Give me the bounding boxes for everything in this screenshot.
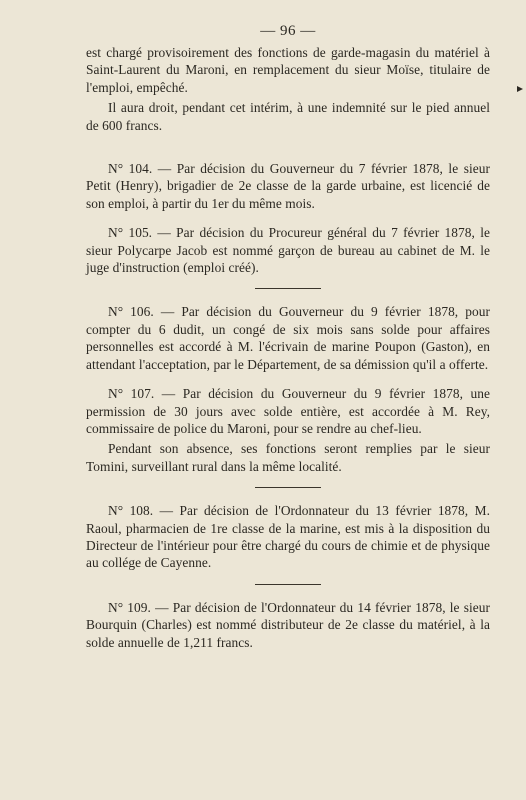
intro-paragraph-1: est chargé provisoirement des fonctions de garde-magasin du matériel à Saint-Laurent du Maroni, en remplacement du sieur Moïse, titulaire de l'emploi, empêché.	[86, 45, 490, 95]
page-content	[86, 23, 490, 651]
entry-106	[86, 303, 490, 373]
entry-paragraph: N° 105. — Par décision du Procureur général du 7 février 1878, le sieur Polycarpe Jacob est nommé garçon de bureau au cabinet de M. le juge d'instruction (emploi créé).	[86, 225, 490, 276]
entry-paragraph: N° 107. — Par décision du Gouverneur du 9 février 1878, une permission de 30 jours avec solde entière, est accordée à M. Rey, commissaire de police du Maroni, pour se rendre au chef-lieu.	[86, 386, 490, 436]
entry-paragraph: N° 104. — Par décision du Gouverneur du 7 février 1878, le sieur Petit (Henry), brigadier de 2e classe de la garde urbaine, est licencié de son emploi, à partir du 1er du même mois.	[86, 161, 490, 211]
margin-arrow-mark	[517, 86, 523, 92]
intro-paragraph-2: Il aura droit, pendant cet intérim, à une indemnité sur le pied annuel de 600 francs.	[86, 100, 490, 133]
entry-105	[86, 224, 490, 276]
entry-109	[86, 599, 490, 651]
entry-104	[86, 160, 490, 212]
intro-block	[86, 44, 490, 134]
page-number: — 96 —	[260, 23, 316, 39]
entry-paragraph: N° 106. — Par décision du Gouverneur du 9 février 1878, pour compter du 6 dudit, un congé de six mois sans solde pour affaires personnelles est accordé à M. l'écrivain de marine Poupon (Gaston), en attendant l'acceptation, par le Département, de sa démission qu'il a offerte.	[86, 304, 490, 372]
entry-107	[86, 385, 490, 475]
entry-paragraph: Pendant son absence, ses fonctions seront remplies par le sieur Tomini, surveillant rural dans la même localité.	[86, 441, 490, 474]
entry-108	[86, 502, 490, 572]
entry-paragraph: N° 108. — Par décision de l'Ordonnateur du 13 février 1878, M. Raoul, pharmacien de 1re classe de la marine, est mis à la disposition du Directeur de l'intérieur pour être chargé du cours de chimie et de physique au collége de Cayenne.	[86, 503, 490, 571]
entry-paragraph: N° 109. — Par décision de l'Ordonnateur du 14 février 1878, le sieur Bourquin (Charles) est nommé distributeur de 2e classe du matériel, à la solde annuelle de 1,211 francs.	[86, 599, 490, 650]
